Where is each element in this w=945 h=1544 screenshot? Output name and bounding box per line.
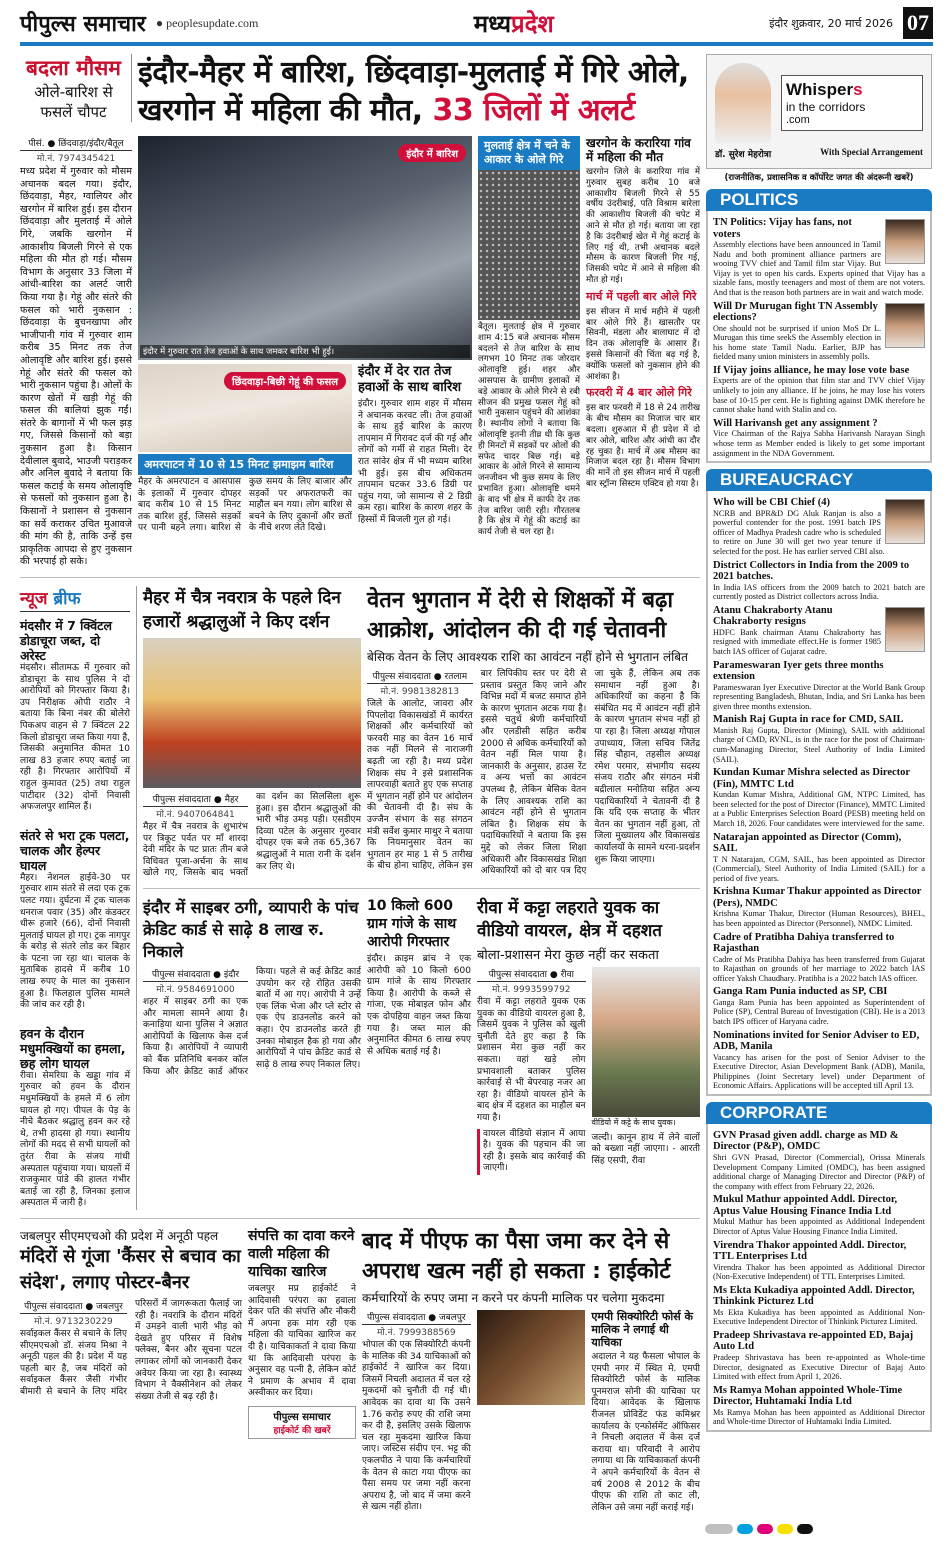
cancer-awareness-story <box>20 1227 242 1403</box>
item-body: T N Natarajan, CGM, SAIL, has been appointed as Director (Commercial), Steel Authority of India Limited (SAIL) for a period of five years. <box>713 854 925 883</box>
whispers-logo: Whispers in the corridors .com <box>781 75 923 131</box>
item-body: Pradeep Shrivastava has been re-appointed as Whole-time Director, designated as Executive Director of Bajaj Auto Limited with effect from April 1, 2026. <box>713 1352 925 1382</box>
item-headline: Ms Ekta Kukadiya appointed Addl. Director, Thinkink Picturez Ltd <box>713 1284 915 1308</box>
person-photo <box>885 607 925 652</box>
photo-caption: इंदौर में गुरुवार रात तेज हवाओं के साथ जमकर बारिश भी हुई। <box>140 345 470 358</box>
whispers-column <box>706 54 932 1432</box>
story-headline: 10 किलो 600 ग्राम गांजे के साथ आरोपी गिरफ्तार <box>367 897 457 950</box>
reporter-mobile: मो.नं. 9713230229 <box>34 1316 113 1327</box>
item-headline: Krishna Kumar Thakur appointed as Director (Pers), NMDC <box>713 886 922 909</box>
sp-quote: जल्दी। कानून हाथ में लेने वालों को बख्शा नहीं जाएगा। - आरती सिंह एसपी, रीवा <box>591 1132 700 1166</box>
bureaucracy-item <box>713 1030 925 1091</box>
brief-headline: मंदसौर में 7 क्विंटल डोडाचूरा जब्त, दो अरेस्ट <box>20 618 112 663</box>
item-headline: Virendra Thakor appointed Addl. Director, TTL Enterprises Ltd <box>713 1239 907 1263</box>
item-headline: Pradeep Shrivastava re-appointed ED, Bajaj Auto Ltd <box>713 1329 914 1353</box>
item-body: In India IAS officers from the 2009 batch to 2021 batch are currently posted as District collectors across India. <box>713 582 925 602</box>
registration-marks <box>20 1524 933 1534</box>
story-body: सर्वाइकल कैंसर से बचाने के लिए सीएमएचओ डॉ. संजय मिश्रा ने अनूठी पहल की है। प्रदेश में यह पहली बार है, जब मंदिरों को सर्वाइकल कैंसर जैसी गंभीर बीमारी से बचाने के लिए मंदिर परिसरों में जागरूकता फैलाई जा रही है। नवरात्रि के दौरान मंदिरों में उमड़ने वाली भारी भीड़ को देखते हुए परिसर में विशेष फ्लेक्स, बैनर और सूचना पटल लगाकर लोगों को जानकारी देकर अवेयर किया जा रहा है। स्वास्थ्य विभाग ने वैक्सीनेशन को लेकर संख्या तेजी से बढ़ रही है। <box>20 1298 242 1402</box>
story-deck: बेसिक वेतन के लिए आवश्यक राशि का आवंटन नहीं होने से भुगतान लंबित <box>367 650 688 664</box>
item-body: Cadre of Ms Pratibha Dahiya has been transferred from Gujarat to Rajasthan on grounds of her marriage to 2022 batch IAS officer Yaksh Chaudhary. Pratibha is a 2022 batch IAS officer. <box>713 954 925 983</box>
item-headline: District Collectors in India from the 2009 to 2021 batches. <box>713 559 910 583</box>
byline: पीपुल्स संवाददाता ● जबलपुर <box>20 1299 127 1314</box>
item-headline: Manish Raj Gupta in race for CMD, SAIL <box>713 714 904 726</box>
item-headline: Ganga Ram Punia inducted as SP, CBI <box>713 986 888 998</box>
item-headline: If Vijay joins alliance, he may lose vote base <box>713 364 910 376</box>
item-body: Vice Chairman of the Rajya Sabha Harivansh Narayan Singh whose term as Member ended is likely to get some important assignment in the NDA Government. <box>713 429 925 458</box>
item-headline: Cadre of Pratibha Dahiya transferred to Rajasthan <box>713 931 895 955</box>
bureaucracy-item <box>713 832 925 884</box>
reporter-mobile: मो.नं. 9584691000 <box>156 984 235 995</box>
subhead: फरवरी में 4 बार ओले गिरे <box>586 386 692 400</box>
story-headline: इंदौर में साइबर ठगी, व्यापारी के पांच क्रेडिट कार्ड से साढ़े 8 लाख रु. निकाले <box>143 897 359 961</box>
item-headline: Ms Ramya Mohan appointed Whole-Time Director, Huhtamaki India Ltd <box>713 1384 903 1408</box>
story-body: खरगोन जिले के करारिया गांव में गुरुवार सुबह करीब 10 बजे आकाशीय बिजली गिरने से 55 वर्षीय उंदरीबाई, पति विश्राम बारेला की आकाशीय बिजली की चपेट में आने से मौत हो गई। बताया जा रहा है कि उंदरीबाई खेत में गेहूं कटाई के लिए गई थी, तभी अचानक बदले मौसम के कारण बिजली गिर गई, जिसकी चपेट में आने से महिला की मौत हो गई। <box>586 167 700 285</box>
item-body: Virendra Thakor has been appointed as Additional Director (Non-Executive Independent) of TTL Enterprises Limited. <box>713 1262 925 1282</box>
property-petition-story <box>248 1227 356 1439</box>
amarpatan-body: मैहर के अमरपाटन व आसपास के इलाकों में गुरुवार दोपहर बाद करीब 10 से 15 मिनट तक बारिश हुई, जिससे सड़कों पर पानी बहने लगा। बारिश से कुछ समय के लिए बाजार और सड़कों पर अफरातफरी का माहौल बन गया। लोग बारिश से बचने के लिए दुकानों और छतों के नीचे शरण लेते दिखे। <box>138 477 352 534</box>
photo-caption: वीडियो में कट्टे के साथ युवक। <box>591 1117 676 1127</box>
item-body: NCRB and BPR&D DG Aluk Ranjan is also a powerful contender for the post. 1991 batch IPS officer of Madhya Pradesh cadre who is scheduled to retire on June 30 will get two year tenure if selected for the post. He has earlier served CBI also. <box>713 508 885 556</box>
reporter-mobile: मो.नं. 7974345421 <box>36 154 116 164</box>
indore-story <box>358 364 472 527</box>
byline: पीसं. ● छिंदवाड़ा/इंदौर/बैतूल <box>20 136 132 151</box>
story-body: इस बार फरवरी में 18 से 24 तारीख के बीच मौसम का मिजाज चार बार बदला। शुरुआत में ही प्रदेश में दो बार ओले, बारिश और आंधी का दौर रह चुका है। मार्च में अब मौसम का मिजाज बदल रहा है। मौसम विभाग की मानें तो इस सीजन मार्च में पहली बार स्ट्रॉन्ग सिस्टम एक्टिव हो गया है। <box>586 403 700 489</box>
item-body: Ganga Ram Punia has been appointed as Superintendent of Police (SP), Central Bureau of Investigation (CBI). He is a 2013 batch IPS officer of Haryana cadre. <box>713 997 925 1026</box>
item-body: Krishna Kumar Thakur, Director (Human Resources), BHEL, has been appointed as Director (Personnel), NMDC Limited. <box>713 909 925 928</box>
youth-with-gun-photo <box>592 967 701 1117</box>
story-deck: बोला-प्रशासन मेरा कुछ नहीं कर सकता <box>477 947 659 963</box>
newspaper-logo: पीपुल्स समाचार <box>20 12 146 37</box>
bureaucracy-item <box>713 660 925 712</box>
bureaucracy-item <box>713 714 925 764</box>
bureaucracy-item <box>713 986 925 1026</box>
lead-headline: इंदौर-मैहर में बारिश, छिंदवाड़ा-मुलताई में गिरे ओले, खरगोन में महिला की मौत, 33 जिलों में अलर्ट <box>138 55 689 128</box>
brief-body: मैहर। नेशनल हाईवे-30 पर गुरुवार शाम संतरे से लदा एक ट्रक पलट गया। दुर्घटना में ट्रक चालक धनराज पवार (35) और कंडक्टर धीरू हजारे (66), दोनों निवासी मुलताई घायल हो गए। ट्रक नागपुर के बरोड़ से संतरे लोड कर बिहार के पटना जा रहा था। चालक के मुताबिक हादसे में करीब 10 लाख रुपए के माल का नुकसान हुआ है। फिलहाल पुलिस मामले की जांच कर रही है। <box>20 872 130 1011</box>
brief-body: रीवा। सेमरिया के खड्डा गांव में गुरुवार को हवन के दौरान मधुमक्खियों के हमले में 6 लोग घायल हो गए। पीपल के पेड़ के नीचे बैठकर श्रद्धालु हवन कर रहे थे, तभी हादसा हो गया। स्थानीय लोगों की मदद से सभी घायलों को तुरंत रीवा के संजय गांधी अस्पताल पहुंचाया गया। घायलों में राजकुमार पांडे की हालत गंभीर बताई जा रही है, जिनका इलाज अस्पताल में जारी है। <box>20 1070 130 1209</box>
brief-body: मंदसौर। सीतामऊ में गुरुवार को डोडाचूरा के साथ पुलिस ने दो आरोपियों को गिरफ्तार किया है। उप निरीक्षक ओपी राठौर ने बताया कि बिना नंबर की बोलेरो पिकअप वाहन से 7 क्विंटल 22 किलो डोडाचूरा जब्त किया गया है, जिसकी अनुमानित कीमत 10 लाख 83 हजार रुपए बताई जा रही है। गिरफ्तार आरोपियों में राहुल कुमावत (25) तथा राहुल पाटीदार (32) दोनों निवासी अफजलपुर शामिल हैं। <box>20 663 130 813</box>
byline: पीपुल्स संवाददाता ● रतलाम <box>367 669 473 684</box>
politics-item <box>713 301 925 362</box>
story-body: इंदौर। गुरुवार शाम शहर में मौसम ने अचानक करवट ली। तेज हवाओं के साथ हुई बारिश के कारण तापमान में गिरावट दर्ज की गई और लोगों को गर्मी से राहत मिली। देर रात सांवेर क्षेत्र में भी मध्यम बारिश भी हुई। इस बीच अधिकतम तापमान घटकर 33.6 डिग्री पर पहुंच गया, जो सामान्य से 2 डिग्री कम रहा। बारिश के कारण शहर के हिस्सों में बिजली गुल हो गई। <box>358 399 472 525</box>
item-body: Assembly elections have been announced in Tamil Nadu and both prominent alliance partners are wooing TVV chief and Tamil film star Vijay. But Vijay is yet to open his cards. Experts opined that Vijay has a sizable fans, mostly teenagers and most of them are not voters. And that is the reason both partners are in wait and watch mode. <box>713 240 925 297</box>
bureaucracy-item <box>713 886 925 928</box>
photo-tag: छिंदवाड़ा-बिछी गेहूं की फसल <box>224 372 346 390</box>
corporate-item <box>713 1385 925 1427</box>
section-title: मध्यप्रदेश <box>473 9 554 38</box>
masthead-rule <box>20 42 933 46</box>
corporate-item <box>713 1130 925 1191</box>
person-photo <box>885 499 925 544</box>
bureaucracy-item <box>713 605 925 657</box>
hailstones-photo <box>478 170 580 320</box>
brief-title: न्यूज ब्रीफ <box>20 589 81 609</box>
item-headline: Nominations invited for Senior Adviser to ED, ADB, Manila <box>713 1029 920 1053</box>
subhead: मार्च में पहली बार ओले गिरे <box>586 289 697 303</box>
kicker-subtitle: ओले-बारिश से फसलें चौपट <box>34 83 113 121</box>
author-name: डॉ. सुरेश मेहरोत्रा <box>715 150 772 160</box>
item-headline: Parameswaran Iyer gets three months extension <box>713 659 884 683</box>
edition-date: इंदौर शुक्रवार, 20 मार्च 2026 <box>769 16 893 30</box>
pf-highcourt-story <box>362 1227 700 1514</box>
corporate-item <box>713 1285 925 1327</box>
story-body: अदालत ने यह फैसला भोपाल के एमपी नगर में स्थित मे. एमपी सिक्योरिटी फोर्स के मालिक पूनमराज सोनी की याचिका पर दिया। आवेदक के खिलाफ रीजनल प्रोविडेंट फंड कमिश्नर कार्यालय के एन्फोर्समेंट ऑफिसर ने निचली अदालत में केस दर्ज कराया था। परिवादी ने आरोप लगाया था कि याचिकाकर्ता कंपनी ने अपने कर्मचारियों के वेतन से वर्ष 2008 से 2012 के बीच पीएफ की राशि तो काट ली, लेकिन उसे जमा नहीं कराई गई। <box>591 1351 701 1513</box>
item-body: Mukul Mathur has been appointed as Additional Independent Director of Aptus Value Housing Finance India Limited. <box>713 1217 925 1236</box>
bureaucracy-item <box>713 932 925 984</box>
bureaucracy-item <box>713 497 925 556</box>
cyber-fraud-story <box>143 897 361 1078</box>
reporter-mobile: मो.नं. 9407064841 <box>156 810 235 820</box>
byline: पीपुल्स संवाददाता ● जबलपुर <box>362 1310 471 1325</box>
story-headline: मुलताई क्षेत्र में चने के आकार के ओले गिरे <box>478 136 580 170</box>
story-body: रीवा में कट्टा लहराते युवक एक युवक का वीडियो वायरल हुआ है, जिसमें युवक ने पुलिस को खुली चुनौती देते हुए कहा है कि प्रशासन मेरा कुछ नहीं कर सकता। वहां खड़े लोग प्रभावशाली बताकर पुलिस कार्रवाई से भी बेपरवाह नजर आ रहा है। वीडियो वायरल होने के बाद क्षेत्र में दहशत का माहौल बन गया है। <box>477 996 586 1123</box>
story-body: भोपाल की एक सिक्योरिटी कंपनी के मालिक की 34 याचिकाओं को हाईकोर्ट ने खारिज कर दिया। जिसमें निचली अदालत में चल रहे मुकदमों को चुनौती दी गई थी। आवेदक का दावा था कि उसने 1.76 करोड़ रुपए की राशि जमा कर दी है, इसलिए उसके खिलाफ चल रहा मुकदमा खारिज किया जाए। जस्टिस संदीप एन. भट्ट की एकलपीठ ने पाया कि कर्मचारियों के वेतन से काटा गया पीएफ का पैसा समय पर जमा नहीं करना अपराध है, जो बाद में जमा करने से खत्म नहीं होता। <box>362 1339 471 1513</box>
amarpatan-headline: अमरपाटन में 10 से 15 मिनट झमाझम बारिश <box>138 454 352 475</box>
item-headline: Will Dr Murugan fight TN Assembly elections? <box>713 300 878 324</box>
politics-item <box>713 365 925 415</box>
police-note: वायरल वीडियो संज्ञान में आया है। युवक की पहचान की जा रही है। इसके बाद कार्रवाई की जाएगी। <box>477 1129 586 1175</box>
story-kicker: जबलपुर सीएमएचओ की प्रदेश में अनूठी पहल <box>20 1228 219 1243</box>
story-headline: खरगोन के करारिया गांव में महिला की मौत <box>586 136 691 164</box>
story-headline: वेतन भुगतान में देरी से शिक्षकों में बढ़ा आक्रोश, आंदोलन की दी गई चेतावनी <box>367 588 674 643</box>
brief-headline: संतरे से भरा ट्रक पलटा, चालक और हेल्पर घायल <box>20 827 130 873</box>
bureaucracy-item <box>713 767 925 828</box>
rewa-video-story <box>477 897 700 1175</box>
arrangement-note: With Special Arrangement <box>820 147 923 157</box>
story-headline: मंदिरों से गूंजा 'कैंसर से बचाव का संदेश', लगाए पोस्टर-बैनर <box>20 1245 241 1293</box>
kicker-title: बदला मौसम <box>26 56 121 80</box>
item-headline: Mukul Mathur appointed Addl. Director, Aptus Value Housing Finance India Ltd <box>713 1194 898 1217</box>
khargone-story <box>586 136 700 490</box>
subhead: एमपी सिक्योरिटी फोर्स के मालिक ने लगाई थी याचिका <box>591 1309 693 1349</box>
politics-item <box>713 418 925 458</box>
lead-kicker <box>20 54 132 122</box>
item-body: Parameswaran Iyer Executive Director at the World Bank Group representing Bangladesh, Bhutan, India, and Sri Lanka has been given three months extension. <box>713 682 925 711</box>
temple-crowd-photo <box>143 638 361 788</box>
story-headline: संपत्ति का दावा करने वाली महिला की याचिका खारिज <box>248 1227 355 1280</box>
brief-headline: हवन के दौरान मधुमक्खियों का हमला, छह लोग घायल <box>20 1025 126 1071</box>
story-body: इस सीजन में मार्च महीने में पहली बार ओले गिरे हैं। खासतौर पर सिवनी, मंडला और बालाघाट में दो दिन तक ओलावृष्टि के आसार हैं। इससे किसानों की चिंता बढ़ गई है, क्योंकि फसलों को नुकसान होने की आशंका है। <box>586 306 700 382</box>
story-body: इंदौर। क्राइम ब्रांच ने एक आरोपी को 10 किलो 600 ग्राम गांजे के साथ गिरफ्तार किया है। आरोपी के कब्जे से गांजा, एक मोबाइल फोन और एक दोपहिया वाहन जब्त किया गया है। जब्त माल की अनुमानित कीमत 6 लाख रुपए से अधिक बताई गई है। <box>367 953 471 1057</box>
corporate-item <box>713 1330 925 1382</box>
byline: पीपुल्स संवाददाता ● इंदौर <box>143 967 248 982</box>
item-headline: Will Harivansh get any assignment ? <box>713 417 878 429</box>
section-header: POLITICS <box>706 189 932 211</box>
gavel-photo <box>477 1310 586 1405</box>
reporter-mobile: मो.नं. 7999388569 <box>377 1327 456 1338</box>
wheat-crop-photo <box>138 364 352 452</box>
website-url[interactable]: ● peoplesupdate.com <box>155 15 259 30</box>
story-body: जबलपुर मप्र हाईकोर्ट ने आदिवासी परंपरा का हवाला देकर पति की संपत्ति और नौकरी में अपना हक मांग रही एक महिला की याचिका खारिज कर दी है। याचिकाकर्ता ने दावा किया था कि आदिवासी परंपरा के अनुसार वह पत्नी है, लेकिन कोर्ट ने प्रमाण के अभाव में दावा अस्वीकार कर दिया। <box>248 1283 356 1399</box>
news-brief <box>20 586 130 1210</box>
item-headline: Natarajan appointed as Director (Comm), SAIL <box>713 831 902 855</box>
item-body: Shri GVN Prasad, Director (Commercial), Orissa Minerals Development Company Limited (OMDC), has been assigned additional charge of Managing Director and Director (P&P) of the company with effect from February 22, 2026. <box>713 1152 925 1191</box>
corporate-item <box>713 1240 925 1282</box>
story-deck: कर्मचारियों के रुपए जमा न करने पर कंपनी मालिक पर चलेगा मुकदमा <box>362 1290 665 1305</box>
item-headline: TN Politics: Vijay has fans, not voters <box>713 217 852 240</box>
photo-tag: इंदौर में बारिश <box>398 144 466 162</box>
page-number: 07 <box>903 7 933 39</box>
item-body: Kundan Kumar Mishra, Additional GM, NTPC Limited, has been selected for the post of Director (Finance), MMTC Limited at a Public Enterprises Selection Board (PESB) meeting held on March 18, 2026. Four candidates were interviewed for the same. <box>713 790 925 828</box>
politics-section <box>706 189 932 463</box>
url-text: peoplesupdate.com <box>166 15 259 30</box>
item-body: Ms Ekta Kukadiya has been appointed as Additional Non-Executive Independent Director of Thinkink Picturez Limited. <box>713 1307 925 1327</box>
teachers-salary-story <box>367 586 700 878</box>
whispers-banner <box>706 54 932 169</box>
person-photo <box>885 303 925 348</box>
item-headline: Atanu Chakraborty Atanu Chakraborty resigns <box>713 604 833 628</box>
ganja-arrest-story <box>367 897 471 1058</box>
story-body: बैतूल। मुलताई क्षेत्र में गुरुवार शाम 4:15 बजे अचानक मौसम बदलने से तेज बारिश के साथ लगभग 10 मिनट तक जोरदार ओलावृष्टि हुई। शहर और आसपास के ग्रामीण इलाकों में बड़े आकार के ओले गिरने से रबी सीजन की प्रमुख फसल गेहूं को भारी नुकसान पहुंचने की आशंका है। स्थानीय लोगों ने बताया कि ओलावृष्टि इतनी तीव्र थी कि कुछ ही मिनटों में सड़कों पर ओलों की सफेद चादर बिछ गई। बड़े आकार के ओले गिरने से सामान्य जनजीवन भी कुछ समय के लिए प्रभावित हुआ। ओलावृष्टि थमने के बाद भी क्षेत्र में काफी देर तक तेज बारिश जारी रही। गौरतलब है कि क्षेत्र में गेहूं की कटाई का कार्य तेजी से चल रहा है। <box>478 322 580 538</box>
masthead <box>20 6 933 40</box>
person-photo <box>885 219 925 264</box>
whispers-tagline: (राजनीतिक, प्रशासनिक व कॉर्पोरेट जगत की अंदरूनी खबरें) <box>724 173 914 183</box>
lead-story <box>20 136 132 569</box>
reporter-mobile: मो.नं. 9981382813 <box>380 687 460 697</box>
corporate-item <box>713 1194 925 1236</box>
item-body: Manish Raj Gupta, Director (Mining), SAIL with additional charge of CMD, RVNL, is in the race for the post of Chairman-cum-Managing Director, Steel Authority of India Limited (SAIL). <box>713 725 925 764</box>
bureaucracy-section <box>706 469 932 1096</box>
item-body: Ms Ramya Mohan has been appointed as Additional Director and Whole-time Director of Huhtamaki India Limited. <box>713 1407 925 1427</box>
maihar-story <box>143 586 361 880</box>
bureaucracy-item <box>713 560 925 602</box>
item-body: Vacancy has arisen for the post of Senior Adviser to the Executive Director, Asian Development Bank (ADB), Manila, Philippines (Joint Secretary level) under Department of Economic Affairs. Applications will be accepted till April 13. <box>713 1052 925 1091</box>
item-body: HDFC Bank chairman Atanu Chakraborty has resigned with immediate effect.He is former 1985 batch IAS officer of Gujarat cadre. <box>713 627 881 656</box>
author-photo <box>715 63 771 143</box>
multai-story <box>478 136 580 538</box>
item-headline: Who will be CBI Chief (4) <box>713 497 830 509</box>
story-headline: इंदौर में देर रात तेज हवाओं के साथ बारिश <box>358 364 462 395</box>
highcourt-news-logo: पीपुल्स समाचार हाईकोर्ट की खबरें <box>248 1406 356 1439</box>
corporate-section <box>706 1102 932 1432</box>
politics-item <box>713 217 925 298</box>
story-body: मैहर में चैत्र नवरात्र के शुभारंभ पर त्रिकूट पर्वत पर माँ शारदा देवी मंदिर के पट प्रातः तीन बजे विधिवत पूजा-अर्चना के साथ खोले गए, जिसके बाद भक्तों का दर्शन का सिलसिला शुरू हुआ। इस दौरान श्रद्धालुओं की भारी भीड़ उमड़ पड़ी। एसडीएम दिव्या पटेल के अनुसार गुरुवार दोपहर एक बजे तक 65,367 श्रद्धालुओं ने माता रानी के दर्शन कर लिए थे। <box>143 792 361 879</box>
item-body: Experts are of the opinion that film star and TVV chief Vijay unlikely to join any alliance. If he joins, he may lose his voters base of 10-15 per cent. He is fighting against DMK therefore he cannot shake hand with Stalin and co. <box>713 376 925 415</box>
byline: पीपुल्स संवाददाता ● रीवा <box>477 967 586 982</box>
section-header: CORPORATE <box>706 1102 932 1124</box>
section-header: BUREAUCRACY <box>706 469 932 491</box>
main-news-area <box>20 54 700 1514</box>
byline: पीपुल्स संवाददाता ● मैहर <box>143 792 248 807</box>
item-headline: GVN Prasad given addl. charge as MD & Director (P&P), OMDC <box>713 1129 899 1153</box>
item-headline: Kundan Kumar Mishra selected as Director (Fin), MMTC Ltd <box>713 767 910 790</box>
story-body: मध्य प्रदेश में गुरुवार को मौसम अचानक बदल गया। इंदौर, छिंदवाड़ा, मैहर, ग्वालियर और खरगोन में बारिश हुई। इस दौरान छिंदवाड़ा और मुलताई में ओले गिरे, जबकि खरगोन में आकाशीय बिजली गिरने से एक महिला की मौत हो गई। मौसम विभाग के अनुसार 33 जिला में आंधी-बारिश का अलर्ट जारी किया गया है। गेहूं और संतरे की फसल को भारी नुकसान : छिंदवाड़ा के बुचनखापा और भाजीपानी गांव में गुरुवार शाम करीब 35 मिनट तक तेज ओलावृष्टि और बारिश हुई। इससे गेहूं और संतरे की फसल को भारी नुकसान पहुंचा है। ओलों के कारण खेतों में खड़ी गेहूं की फसल की बालियां झुक गईं। संतरे के बागानों में भी फल झड़ गए, जिससे किसानों को बड़ा नुकसान हुआ है। किसान देवीलाल बुवादे, भाउजी पराड़कर और अनिल बुवादे ने बताया कि फसल कटाई के समय ओलावृष्टि से फसलों को नुकसान हुआ है। किसानों ने प्रशासन से नुकसान का सर्वे कराकर उचित मुआवजे की मांग की है, ताकि उन्हें इस प्राकृतिक आपदा से हुए नुकसान की भरपाई हो सके। <box>20 166 132 568</box>
story-body: शहर में साइबर ठगी का एक और मामला सामने आया है। कनाड़िया थाना पुलिस ने अज्ञात आरोपियों के खिलाफ केस दर्ज किया है। आरोपियों ने व्यापारी को बैंक प्रतिनिधि बनकर कॉल किया और क्रेडिट कार्ड ऑफर किया। पहले से कई क्रेडिट कार्ड उपयोग कर रहे रोहित उसकी बातों में आ गए। आरोपी ने उन्हें एक लिंक भेजा और प्ले स्टोर से एक ऐप डाउनलोड करने को कहा। ऐप डाउनलोड करते ही उनका मोबाइल हैक हो गया और आरोपियों ने पांच क्रेडिट कार्ड से साढ़े 8 लाख रुपए निकाल लिए। <box>143 966 361 1077</box>
story-body: जिले के आलोट, जावरा और पिपलोदा विकासखंडों में कार्यरत शिक्षकों और कर्मचारियों को फरवरी माह का वेतन 16 मार्च तक नहीं मिलने से नाराजगी बढ़ती जा रही है। मध्य प्रदेश शिक्षक संघ ने इसे प्रशासनिक लापरवाही बताते हुए एक सप्ताह में भुगतान नहीं होने पर आंदोलन की चेतावनी दी है। संघ के उज्जैन संभाग के सह संगठन मंत्री सर्वेश कुमार माथुर ने बताया कि नियमानुसार वेतन का भुगतान हर माह 1 से 5 तारीख के बीच होना चाहिए, लेकिन इस बार लिपिकीय स्तर पर देरी से प्रस्ताव प्रस्तुत किए जाने और विभिन्न मदों में बजट समाप्त होने के कारण भुगतान अटक गया है। इससे चतुर्थ श्रेणी कर्मचारियों और एलडीसी सहित करीब 2000 से अधिक कर्मचारियों को वेतन नहीं मिल पाया है। जानकारी के अनुसार, हाउस रेंट व अन्य भत्तों का आवंटन उपलब्ध है, लेकिन बेसिक वेतन के लिए आवश्यक राशि का आवंटन नहीं होने से भुगतान लंबित है। शिक्षक संघ के पदाधिकारियों ने बताया कि इस मुद्दे को लेकर जिला शिक्षा अधिकारी और विकासखंड शिक्षा अधिकारियों को दो बार पत्र दिए जा चुके हैं, लेकिन अब तक समाधान नहीं हुआ है। अधिकारियों का कहना है कि संबंधित मद में आवंटन नहीं होने के कारण भुगतान संभव नहीं हो पा रहा है। जिला अध्यक्ष गोपाल उपाध्याय, जिला सचिव जितेंद्र सिंह चौहान, तहसील अध्यक्ष रमेश परमार, संभागीय सदस्य संजय राठौर और संगठन मंत्री बद्रीलाल मनोतिया सहित अन्य पदाधिकारियों ने चेतावनी दी है कि यदि एक सप्ताह के भीतर वेतन का भुगतान नहीं हुआ, तो जिला मुख्यालय और विकासखंड कार्यालयों के सामने धरना-प्रदर्शन शुरू किया जाएगा। <box>367 669 700 877</box>
story-headline: बाद में पीएफ का पैसा जमा कर देने से अपराध खत्म नहीं हो सकता : हाईकोर्ट <box>362 1228 671 1284</box>
story-headline: रीवा में कट्टा लहराते युवक का वीडियो वायरल, क्षेत्र में दहशत <box>477 897 662 941</box>
indore-rain-photo <box>138 136 472 360</box>
reporter-mobile: मो.नं. 9993599792 <box>491 984 571 995</box>
story-headline: मैहर में चैत्र नवरात्र के पहले दिन हजारों श्रद्धालुओं ने किए दर्शन <box>143 588 341 632</box>
item-body: One should not be surprised if union MoS Dr L. Murugan this time seekS the Assembly election in his home state Tamil Nadu. Earlier, BJP has fielded many union ministers in assembly polls. <box>713 323 881 362</box>
